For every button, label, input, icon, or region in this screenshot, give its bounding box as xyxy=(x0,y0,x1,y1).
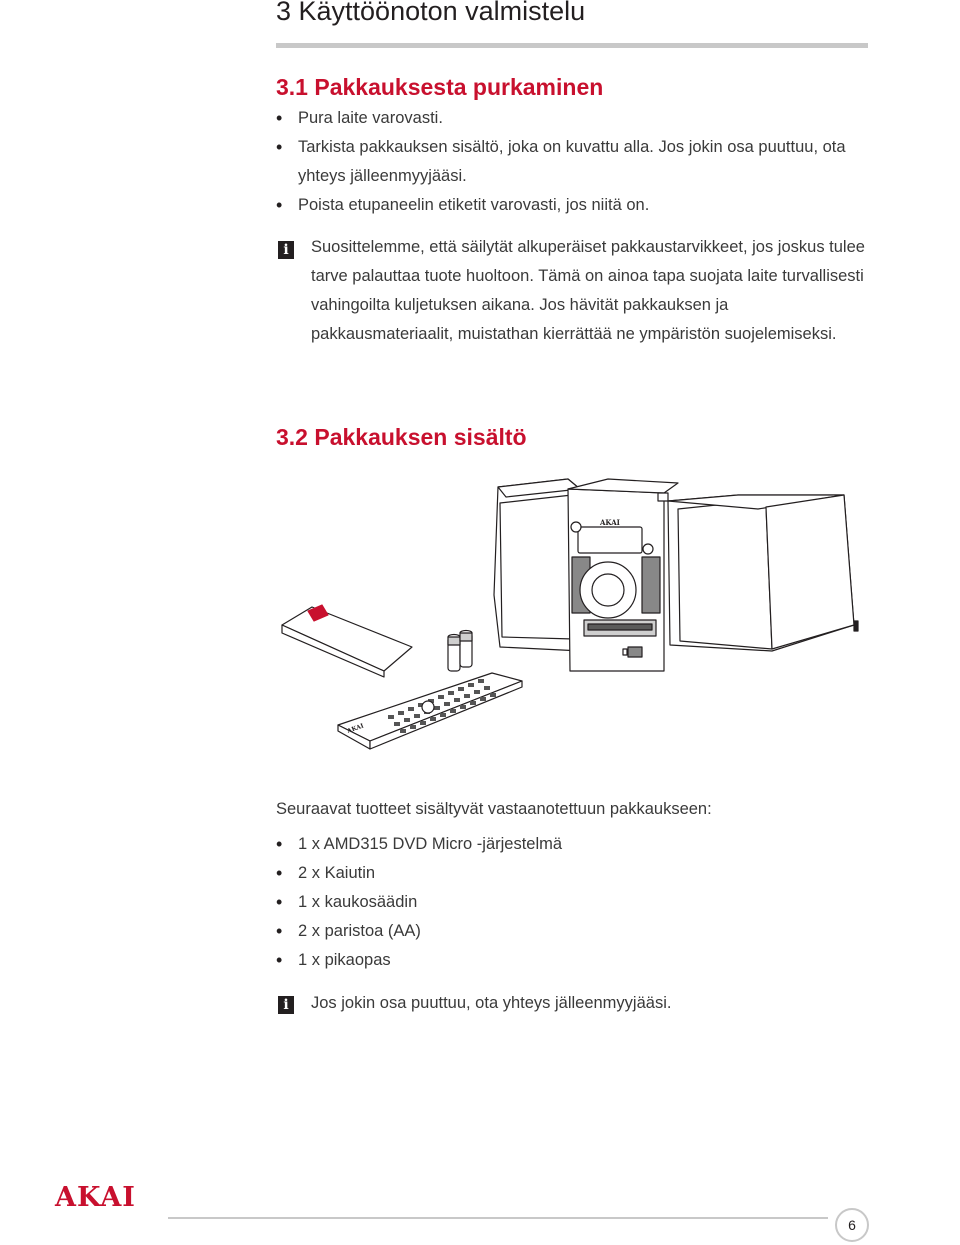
unpacking-steps-list xyxy=(276,104,876,220)
packaging-info-note: Suosittelemme, että säilytät alkuperäiset pakkaustarvikkeet, jos joskus tulee tarve palauttaa tuote huoltoon. Tämä on ainoa tapa suojata laite turvallisesti vahingoilta kuljetuksen aikana. Jos hävität pakkauksen ja pakkausmateriaalit, muistathan kierrättää ne ympäristön suojelemiseksi. xyxy=(311,238,865,343)
unit-logo-text: AKAI xyxy=(600,518,620,527)
section-title-unpacking: 3.1 Pakkauksesta purkaminen xyxy=(276,74,604,100)
list-item: • 1 x AMD315 DVD Micro -järjestelmä xyxy=(276,830,876,859)
footer-rule xyxy=(168,1217,828,1219)
info-icon: i xyxy=(278,996,294,1014)
package-contents-illustration xyxy=(278,475,868,765)
list-item: • 1 x kaukosäädin xyxy=(276,888,876,917)
list-item: • Tarkista pakkauksen sisältö, joka on kuvattu alla. Jos jokin osa puuttuu, ota yhteys jälleenmyyjääsi. xyxy=(276,133,876,191)
list-item: • Pura laite varovasti. xyxy=(276,104,876,133)
missing-parts-info-note: Jos jokin osa puuttuu, ota yhteys jälleenmyyjääsi. xyxy=(311,994,672,1012)
chapter-rule xyxy=(276,43,868,48)
package-contents-list xyxy=(276,830,876,975)
main-unit-illustration xyxy=(568,479,678,671)
remote-logo-text: AKAI xyxy=(346,722,365,735)
right-speaker-illustration xyxy=(668,495,854,651)
list-item: • 1 x pikaopas xyxy=(276,946,876,975)
list-item: • 2 x paristoa (AA) xyxy=(276,917,876,946)
chapter-title: 3 Käyttöönoton valmistelu xyxy=(276,0,586,26)
info-icon: i xyxy=(278,241,294,259)
remote-control-illustration xyxy=(338,673,522,749)
footer-brand-logo: AKAI xyxy=(55,1182,136,1213)
section-title-package-contents: 3.2 Pakkauksen sisältö xyxy=(276,424,527,450)
batteries-illustration xyxy=(448,631,472,672)
contents-intro-text: Seuraavat tuotteet sisältyvät vastaanotettuun pakkaukseen: xyxy=(276,800,712,818)
list-item: • 2 x Kaiutin xyxy=(276,859,876,888)
list-item: • Poista etupaneelin etiketit varovasti, jos niitä on. xyxy=(276,191,876,220)
page-number: 6 xyxy=(835,1208,869,1242)
quick-guide-illustration xyxy=(282,605,412,677)
